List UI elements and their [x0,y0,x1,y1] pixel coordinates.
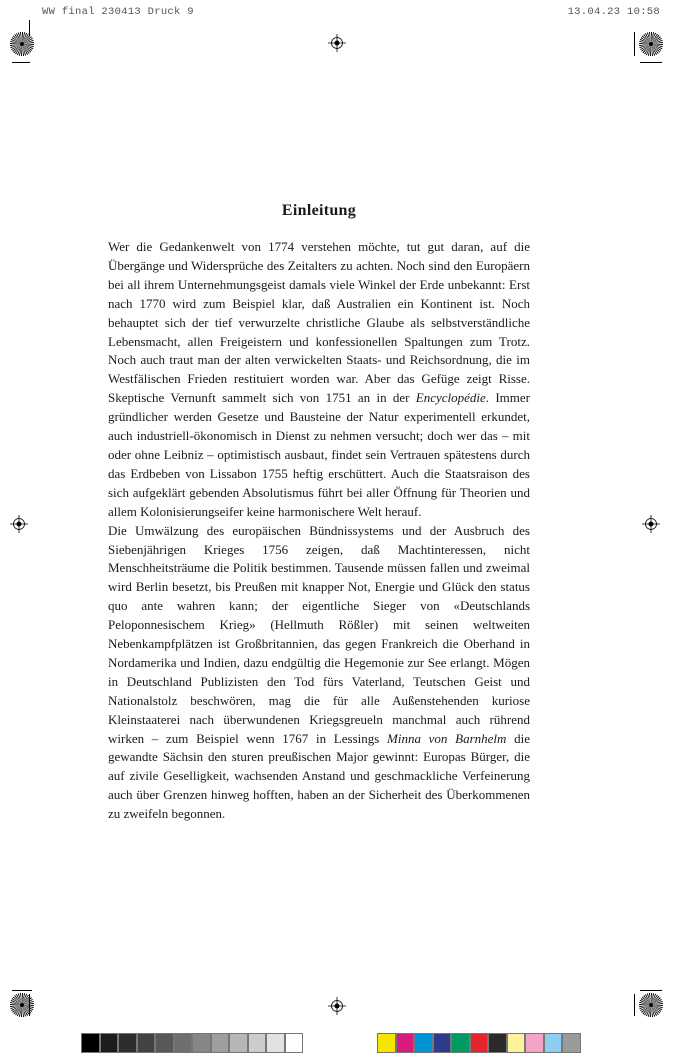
body-text [108,238,530,824]
gray-swatch [248,1033,267,1053]
italic-title: Encyclopédie [415,390,486,406]
crop-mark [640,990,662,991]
chapter-heading: Einleitung [281,202,357,219]
gray-swatch [155,1033,174,1053]
gray-swatch [285,1033,304,1053]
color-swatch [488,1033,507,1053]
process-color-control-strip [377,1033,581,1053]
registration-crosshair-icon [328,34,346,52]
registration-sunburst-icon [10,993,34,1017]
italic-title: Minna von Barnhelm [387,730,507,746]
color-swatch [525,1033,544,1053]
crop-mark [12,62,30,63]
text-run: Wer die Gedankenwelt von 1774 verstehen möchte, tut gut daran, auf die Übergänge und Widersprüche des Zeitalters zu achten. Noch sind den Europäern bei all ihrem Unternehmungsgeist damals viele Winkel der Erde unbekannt: Erst nach 1770 wird zum Beispiel klar, daß Australien ein Kontinent ist. Noch behauptet sich der tief verwurzelte christliche Glaube als selbstverständliche Lebensmacht, allen Freigeistern und konfessionellen Spaltungen zum Trotz. Noch auch traut man der alten verwickelten Staats- und Reichsordnung, die im Westfälischen Frieden restituiert worden war. Aber das Gefüge zeigt Risse. Skeptische Vernunft sammelt sich von 1751 an in der [108,239,530,406]
gray-swatch [81,1033,100,1053]
registration-sunburst-icon [639,993,663,1017]
text-run: . Immer gründlicher werden Gesetze und Bausteine der Natur experimentell erkundet, auch industriell-ökonomisch in Dienst zu nehmen versucht; doch wer das – mit oder ohne Leibniz – optimistisch ausbaut, findet sein Vertrauen spätestens durch das Erdbeben von Lissabon 1755 heftig erschüttert. Auch die Staatsraison des sich aufgeklärt gebenden Absolutismus führt bei aller Öffnung für Theorien und allem Kolonisierungseifer keine harmonischere Welt herauf. [108,390,531,519]
grayscale-control-strip [81,1033,303,1053]
crop-mark [640,62,662,63]
gray-swatch [229,1033,248,1053]
gray-swatch [192,1033,211,1053]
gray-swatch [211,1033,230,1053]
color-swatch [470,1033,489,1053]
color-swatch [396,1033,415,1053]
registration-crosshair-icon [328,997,346,1015]
crop-mark [634,994,635,1016]
color-swatch [414,1033,433,1053]
color-swatch [507,1033,526,1053]
gray-swatch [118,1033,137,1053]
crop-mark [12,990,32,991]
slug-timestamp: 13.04.23 10:58 [567,6,660,18]
gray-swatch [266,1033,285,1053]
registration-crosshair-icon [642,515,660,533]
slug-job-name: WW final 230413 Druck 9 [42,6,194,18]
registration-crosshair-icon [10,515,28,533]
text-run: Die Umwälzung des europäischen Bündnissystems und der Ausbruch des Siebenjährigen Krieges 1756 zeigen, daß Machtinteressen, nicht Menschheitsträume die Politik bestimmen. Tausende müssen fallen und zweimal wird Berlin besetzt, bis Preußen mit knapper Not, Energie und Glück den status quo ante wahren kann; der eigentliche Sieger von «Deutschlands Peloponnesischem Krieg» (Hellmuth Rößler) mit seinen weltweiten Nebenkampfplätzen ist Großbritannien, das gegen Frankreich die Oberhand in Nordamerika und Indien, dazu endgültig die Hegemonie zur See erlangt. Mögen in Deutschland Publizisten den Tod fürs Vaterland, Teutschen Geist und Nationalstolz beschwören, mag die für alle Außenstehenden kuriose Kleinstaaterei nach überwundenen Kriegsgreueln manchmal auch rührend wirken – zum Beispiel wenn 1767 in Lessings [108,522,530,746]
paragraph [108,238,530,522]
registration-sunburst-icon [639,32,663,56]
gray-swatch [174,1033,193,1053]
registration-sunburst-icon [10,32,34,56]
gray-swatch [137,1033,156,1053]
color-swatch [451,1033,470,1053]
gray-swatch [100,1033,119,1053]
text-run: die gewandte Sächsin den sturen preußischen Major gewinnt: Europas Bürger, die auf zivile Geselligkeit, wachsenden Anstand und geschmackliche Verfeinerung auch über Grenzen hinweg hofften, haben an der Sicherheit des Überkommenen zu zweifeln begonnen. [108,730,531,822]
paragraph [108,522,530,825]
color-swatch [562,1033,581,1053]
color-swatch [544,1033,563,1053]
color-swatch [433,1033,452,1053]
color-swatch [377,1033,396,1053]
crop-mark [634,32,635,56]
